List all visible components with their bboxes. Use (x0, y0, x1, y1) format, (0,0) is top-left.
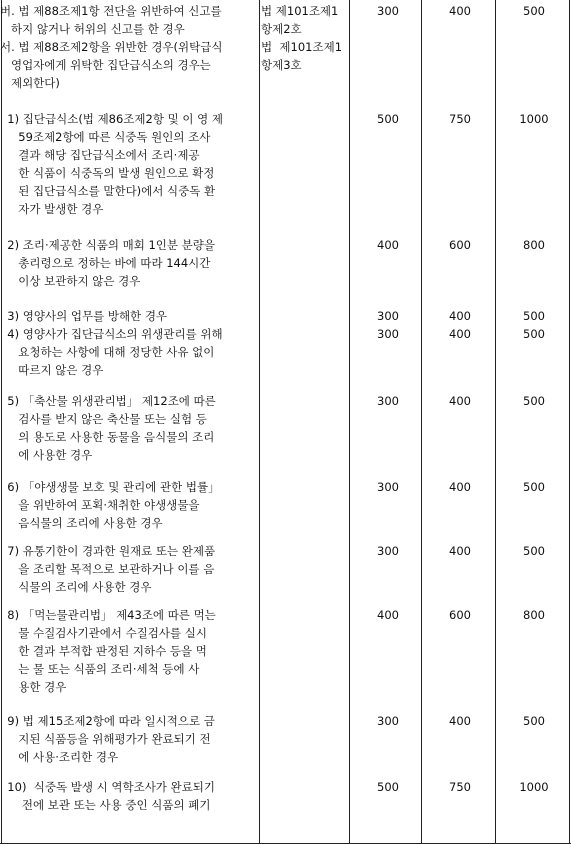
description-line: 7) 유통기한이 경과한 원재료 또는 완제품 (0, 544, 216, 558)
fine-first-violation: 500 (377, 112, 399, 126)
fine-first-violation: 300 (377, 327, 399, 341)
violation-description (0, 2, 258, 38)
fine-third-violation: 500 (523, 394, 545, 408)
fine-first-violation: 300 (377, 480, 399, 494)
fine-first-violation: 500 (377, 780, 399, 794)
description-line: 한 결과 부적합 판정된 지하수 등을 먹 (0, 644, 207, 658)
legal-basis-line: 항제2호 (261, 22, 302, 36)
violation-description (0, 478, 258, 532)
description-line: 하지 않거나 허위의 신고를 한 경우 (0, 22, 185, 36)
fine-second-violation: 400 (449, 327, 471, 341)
description-line: 3) 영양사의 업무를 방해한 경우 (0, 309, 168, 323)
description-line: 버. 법 제88조제1항 전단을 위반하여 신고를 (0, 4, 222, 18)
legal-basis-line: 법 제101조제1 (261, 40, 343, 54)
description-line: 영업자에게 위탁한 집단급식소의 경우는 (0, 58, 211, 72)
description-line: 자가 발생한 경우 (0, 202, 104, 216)
description-line: 59조제2항에 따른 식중독 원인의 조사 (0, 130, 211, 144)
violation-description (0, 307, 258, 325)
fine-second-violation: 400 (449, 480, 471, 494)
description-line: 을 위반하여 포획·채취한 야생생물을 (0, 498, 200, 512)
violation-description (0, 392, 258, 464)
description-line: 따르지 않은 경우 (0, 363, 104, 377)
violation-description (0, 778, 258, 814)
description-line: 4) 영양사가 집단급식소의 위생관리를 위해 (0, 327, 223, 341)
fine-second-violation: 400 (449, 309, 471, 323)
fine-third-violation: 500 (523, 309, 545, 323)
fine-second-violation: 750 (449, 112, 471, 126)
description-line: 2) 조리·제공한 식품의 매회 1인분 분량을 (0, 238, 215, 252)
description-line: 결과 해당 집단급식소에서 조리·제공 (0, 148, 200, 162)
violation-description (0, 542, 258, 596)
fine-first-violation: 300 (377, 4, 399, 18)
fine-second-violation: 400 (449, 394, 471, 408)
legal-basis (261, 38, 347, 74)
column-divider-third (495, 0, 496, 844)
description-line: 지된 식품등을 위해평가가 완료되기 전 (0, 732, 211, 746)
fine-second-violation: 600 (449, 608, 471, 622)
violation-description (0, 38, 258, 92)
description-line: 을 조리할 목적으로 보관하거나 이를 음 (0, 562, 215, 576)
fine-third-violation: 500 (523, 327, 545, 341)
description-line: 10) 식중독 발생 시 역학조사가 완료되기 (0, 780, 215, 794)
fine-second-violation: 400 (449, 714, 471, 728)
description-line: 전에 보관 또는 사용 중인 식품의 폐기 (0, 798, 211, 812)
violation-description (0, 325, 258, 379)
description-line: 한 식품이 식중독의 발생 원인으로 확정 (0, 166, 215, 180)
fine-third-violation: 500 (523, 544, 545, 558)
description-line: 1) 집단급식소(법 제86조제2항 및 이 영 제 (0, 112, 224, 126)
description-line: 식물의 조리에 사용한 경우 (0, 580, 152, 594)
fine-third-violation: 800 (523, 238, 545, 252)
description-line: 의 용도로 사용한 동물을 음식물의 조리 (0, 430, 215, 444)
description-line: 된 집단급식소를 말한다)에서 식중독 환 (0, 184, 216, 198)
fine-third-violation: 500 (523, 4, 545, 18)
fine-third-violation: 500 (523, 714, 545, 728)
fine-first-violation: 300 (377, 544, 399, 558)
description-line: 이상 보관하지 않은 경우 (0, 274, 141, 288)
fine-first-violation: 300 (377, 394, 399, 408)
description-line: 용한 경우 (0, 680, 67, 694)
fine-first-violation: 400 (377, 608, 399, 622)
fine-third-violation: 1000 (519, 112, 549, 126)
description-line: 9) 법 제15조제2항에 따라 일시적으로 금 (0, 714, 215, 728)
description-line: 에 사용·조리한 경우 (0, 750, 119, 764)
column-divider-first (349, 0, 350, 844)
fine-first-violation: 400 (377, 238, 399, 252)
description-line: 총리령으로 정하는 바에 따라 144시간 (0, 256, 211, 270)
fine-second-violation: 600 (449, 238, 471, 252)
description-line: 물 수질검사기관에서 수질검사를 실시 (0, 626, 207, 640)
fine-third-violation: 500 (523, 480, 545, 494)
description-line: 검사를 받지 않은 축산물 또는 실험 등 (0, 412, 207, 426)
description-line: 8) 「먹는물관리법」 제43조에 따른 먹는 (0, 608, 216, 622)
fine-third-violation: 800 (523, 608, 545, 622)
column-divider-law (259, 0, 260, 844)
violation-description (0, 606, 258, 696)
violation-description (0, 236, 258, 290)
violation-description (0, 712, 258, 766)
legal-basis (261, 2, 347, 38)
table-border-right (569, 0, 570, 844)
description-line: 에 사용한 경우 (0, 448, 93, 462)
fine-second-violation: 400 (449, 4, 471, 18)
fine-first-violation: 300 (377, 309, 399, 323)
description-line: 는 물 또는 식품의 조리·세척 등에 사 (0, 662, 200, 676)
description-line: 제외한다) (0, 76, 60, 90)
description-line: 5) 「축산물 위생관리법」 제12조에 따른 (0, 394, 216, 408)
description-line: 서. 법 제88조제2항을 위반한 경우(위탁급식 (0, 40, 223, 54)
fine-second-violation: 750 (449, 780, 471, 794)
legal-basis-line: 법 제101조제1 (261, 4, 339, 18)
fine-third-violation: 1000 (519, 780, 549, 794)
fine-first-violation: 300 (377, 714, 399, 728)
legal-basis-line: 항제3호 (261, 58, 302, 72)
description-line: 6) 「야생생물 보호 및 관리에 관한 법률」 (0, 480, 220, 494)
description-line: 요청하는 사항에 대해 정당한 사유 없이 (0, 345, 215, 359)
description-line: 음식물의 조리에 사용한 경우 (0, 516, 163, 530)
fine-second-violation: 400 (449, 544, 471, 558)
violation-description (0, 110, 258, 218)
